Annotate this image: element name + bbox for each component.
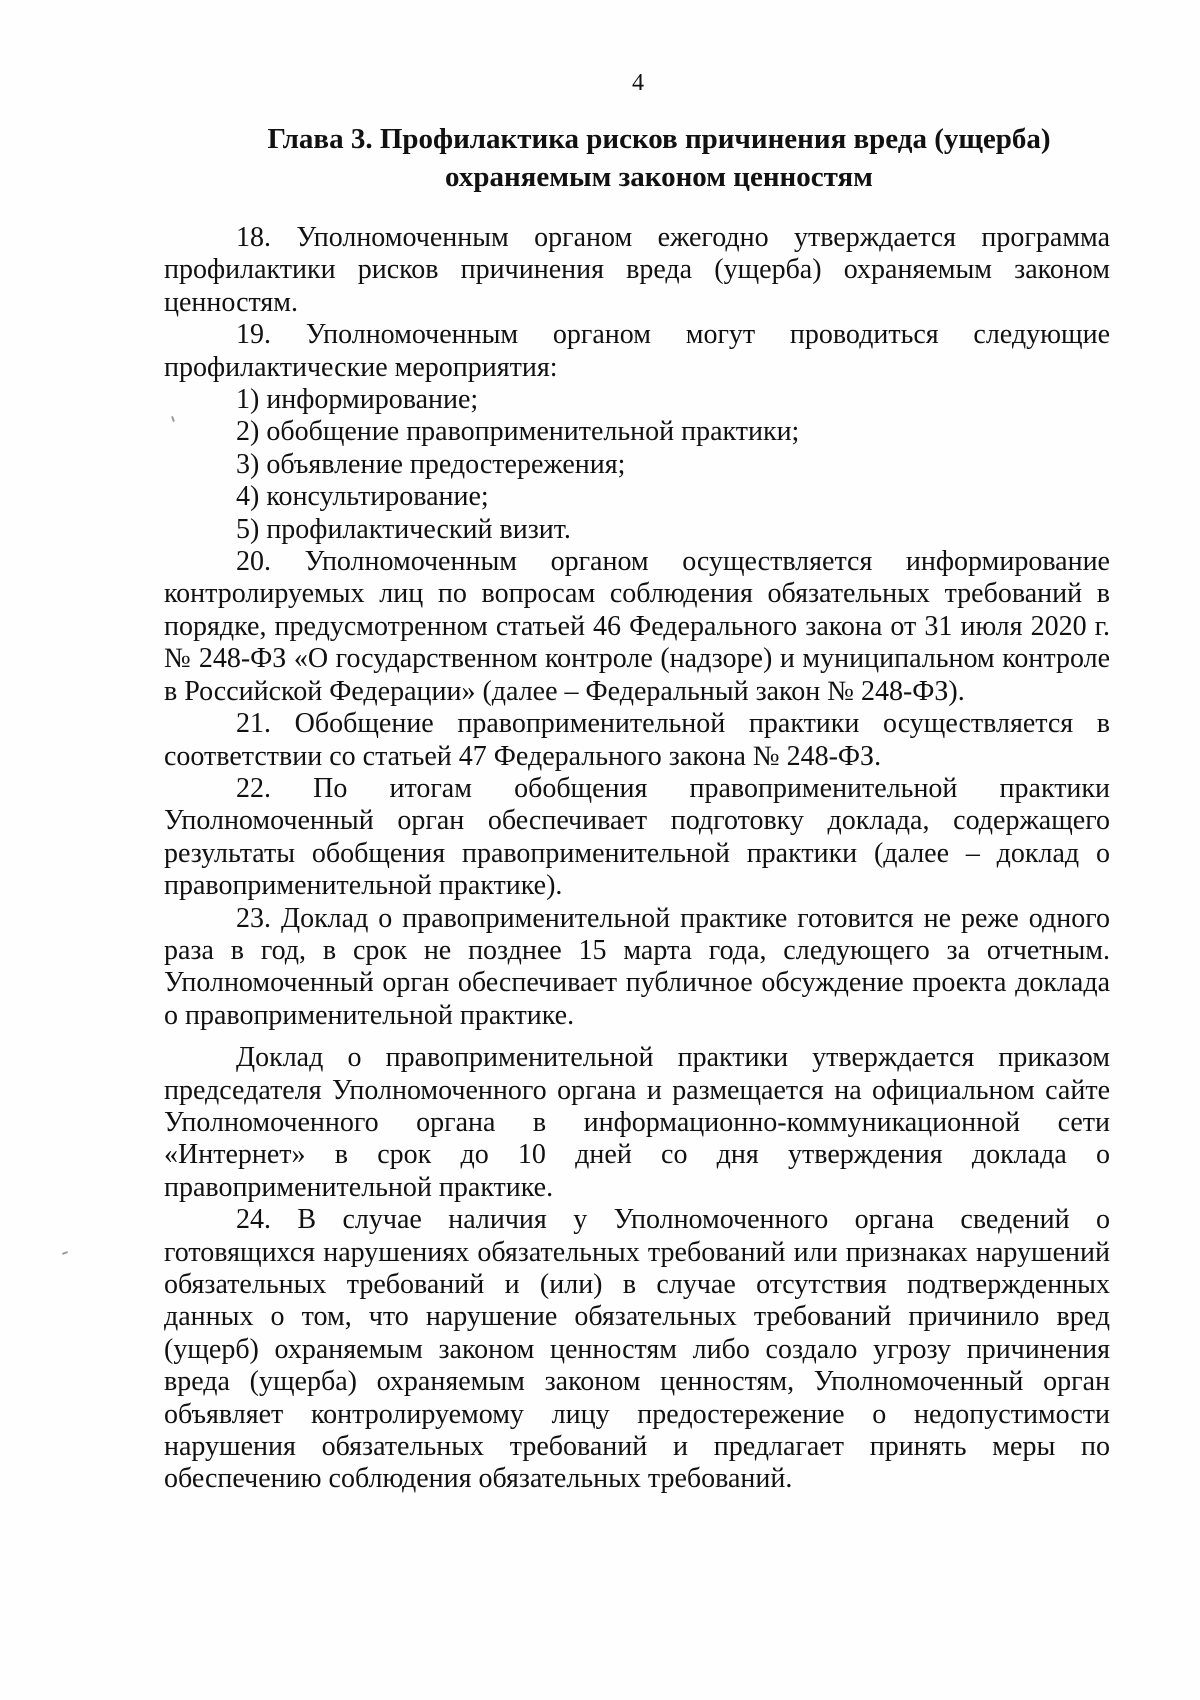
list-item-2: 2) обобщение правоприменительной практики; [236, 416, 800, 448]
chapter-heading [150, 120, 1168, 196]
paragraph-21: 21. Обобщение правоприменительной практики осуществляется в соответствии со статьей 47 Федерального закона № 248-ФЗ. [164, 708, 1110, 772]
scan-speck [62, 1251, 68, 1255]
list-item-4: 4) консультирование; [236, 481, 489, 513]
paragraph-20: 20. Уполномоченным органом осуществляется информирование контролируемых лиц по вопросам соблюдения обязательных требований в порядке, предусмотренном статьей 46 Федерального закона от 31 июля 2020 г. № 248-ФЗ «О государственном контроле (надзоре) и муниципальном контроле в Российской Федерации» (далее – Федеральный закон № 248-ФЗ). [164, 546, 1110, 707]
chapter-heading-line-2: охраняемым законом ценностям [445, 161, 873, 193]
page-number: 4 [632, 70, 644, 96]
chapter-heading-line-1: Глава 3. Профилактика рисков причинения вреда (ущерба) [267, 123, 1051, 155]
document-body [164, 222, 1110, 1496]
paragraph-18: 18. Уполномоченным органом ежегодно утверждается программа профилактики рисков причинения вреда (ущерба) охраняемым законом ценностям. [164, 222, 1110, 318]
list-item-5: 5) профилактический визит. [236, 513, 571, 545]
paragraph-23-continued: Доклад о правоприменительной практики утверждается приказом председателя Уполномоченного органа и размещается на официальном сайте Уполномоченного органа в информационно-коммуникационной сети «Интернет» в срок до 10 дней со дня утверждения доклада о правоприменительной практике. [164, 1042, 1110, 1203]
paragraph-24: 24. В случае наличия у Уполномоченного органа сведений о готовящихся нарушениях обязательных требований или признаках нарушений обязательных требований и (или) в случае отсутствия подтвержденных данных о том, что нарушение обязательных требований причинило вред (ущерб) охраняемым законом ценностям либо создало угрозу причинения вреда (ущерба) охраняемым законом ценностям, Уполномоченный орган объявляет контролируемому лицу предостережение о недопустимости нарушения обязательных требований и предлагает принять меры по обеспечению соблюдения обязательных требований. [164, 1204, 1110, 1495]
list-item-3: 3) объявление предостережения; [236, 448, 626, 480]
paragraph-19: 19. Уполномоченным органом могут проводиться следующие профилактические мероприятия: [164, 319, 1110, 383]
list-item-1: 1) информирование; [236, 384, 479, 416]
paragraph-23: 23. Доклад о правоприменительной практике готовится не реже одного раза в год, в срок не позднее 15 марта года, следующего за отчетным. Уполномоченный орган обеспечивает публичное обсуждение проекта доклада о правоприменительной практике. [164, 902, 1110, 1031]
paragraph-22: 22. По итогам обобщения правоприменительной практики Уполномоченный орган обеспечивает подготовку доклада, содержащего результаты обобщения правоприменительной практики (далее – доклад о правоприменительной практике). [164, 772, 1110, 902]
